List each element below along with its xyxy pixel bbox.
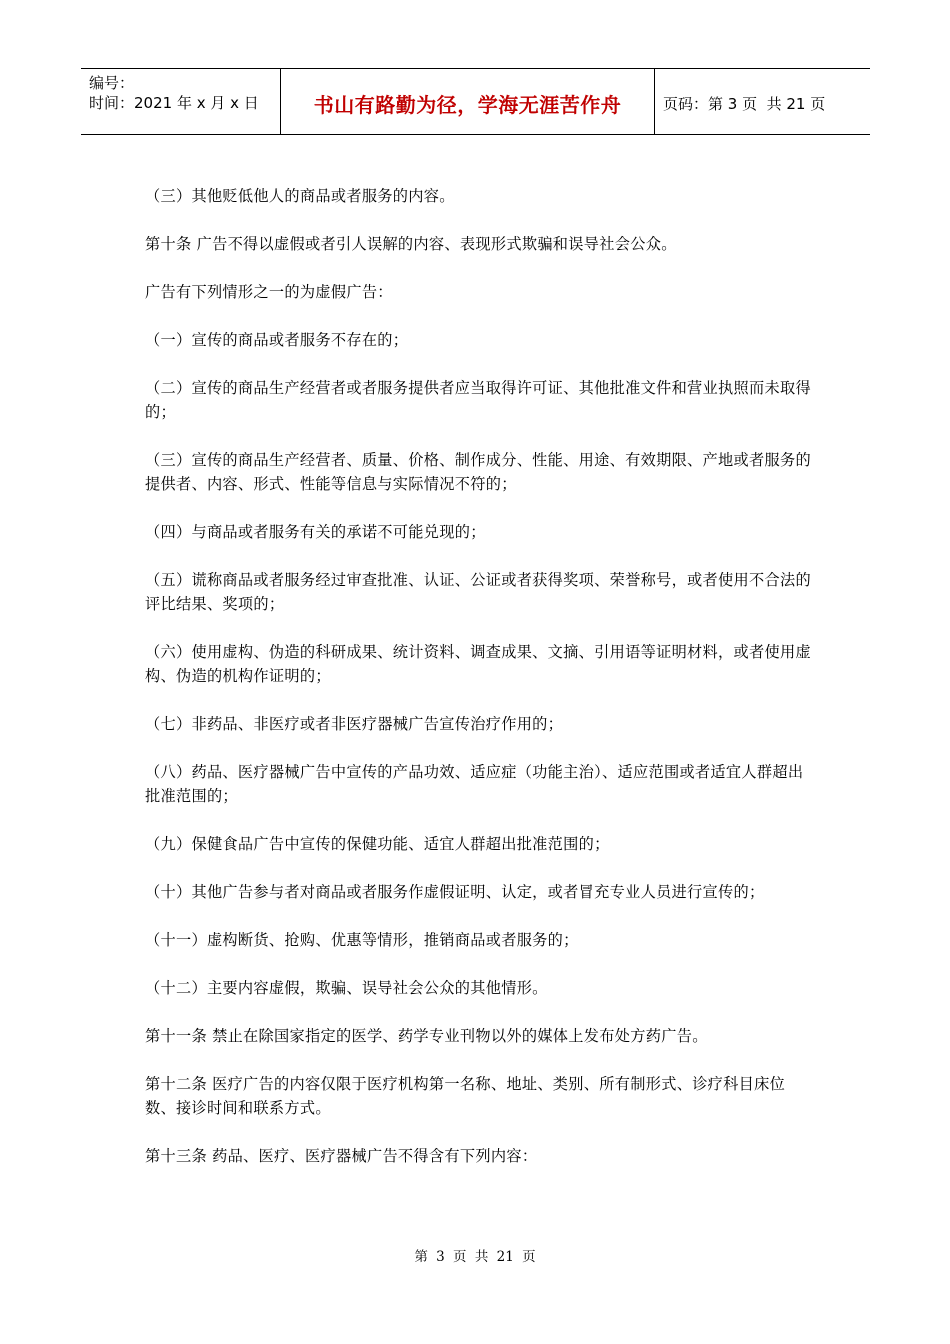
page-info-label: 页码：第 3 页 共 21 页 [663, 95, 826, 113]
paragraph: 第十条 广告不得以虚假或者引人误解的内容、表现形式欺骗和误导社会公众。 [145, 235, 677, 253]
header-page-info [655, 69, 870, 134]
paragraph: （一）宣传的商品或者服务不存在的； [145, 331, 409, 349]
paragraph: （五）谎称商品或者服务经过审查批准、认证、公证或者获得奖项、荣誉称号，或者使用不合法的评比结果、奖项的； [145, 571, 811, 613]
paragraph: （三）其他贬低他人的商品或者服务的内容。 [145, 187, 455, 205]
header-motto: 书山有路勤为径，学海无涯苦作舟 [281, 69, 655, 134]
paragraph: 第十三条 药品、医疗、医疗器械广告不得含有下列内容： [145, 1147, 538, 1165]
paragraph: （十二）主要内容虚假，欺骗、误导社会公众的其他情形。 [145, 979, 548, 997]
paragraph: 第十一条 禁止在除国家指定的医学、药学专业刊物以外的媒体上发布处方药广告。 [145, 1027, 708, 1045]
paragraph: （三）宣传的商品生产经营者、质量、价格、制作成分、性能、用途、有效期限、产地或者服务的提供者、内容、形式、性能等信息与实际情况不符的； [145, 451, 811, 493]
paragraph: （二）宣传的商品生产经营者或者服务提供者应当取得许可证、其他批准文件和营业执照而未取得的； [145, 379, 811, 421]
number-label: 编号： [89, 74, 135, 92]
paragraph: （八）药品、医疗器械广告中宣传的产品功效、适应症（功能主治）、适应范围或者适宜人群超出批准范围的； [145, 763, 804, 805]
document-body [145, 184, 815, 1192]
paragraph: （十一）虚构断货、抢购、优惠等情形，推销商品或者服务的； [145, 931, 579, 949]
date-label: 时间：2021 年 x 月 x 日 [89, 94, 259, 112]
page-header [81, 68, 870, 135]
paragraph: （九）保健食品广告中宣传的保健功能、适宜人群超出批准范围的； [145, 835, 610, 853]
header-meta [81, 69, 281, 134]
paragraph: （十）其他广告参与者对商品或者服务作虚假证明、认定，或者冒充专业人员进行宣传的； [145, 883, 765, 901]
paragraph: 广告有下列情形之一的为虚假广告： [145, 283, 393, 301]
paragraph: （七）非药品、非医疗或者非医疗器械广告宣传治疗作用的； [145, 715, 564, 733]
page-footer: 第 3 页 共 21 页 [414, 1249, 536, 1265]
paragraph: 第十二条 医疗广告的内容仅限于医疗机构第一名称、地址、类别、所有制形式、诊疗科目床位数、接诊时间和联系方式。 [145, 1075, 786, 1117]
paragraph: （六）使用虚构、伪造的科研成果、统计资料、调查成果、文摘、引用语等证明材料，或者使用虚构、伪造的机构作证明的； [145, 643, 811, 685]
paragraph: （四）与商品或者服务有关的承诺不可能兑现的； [145, 523, 486, 541]
